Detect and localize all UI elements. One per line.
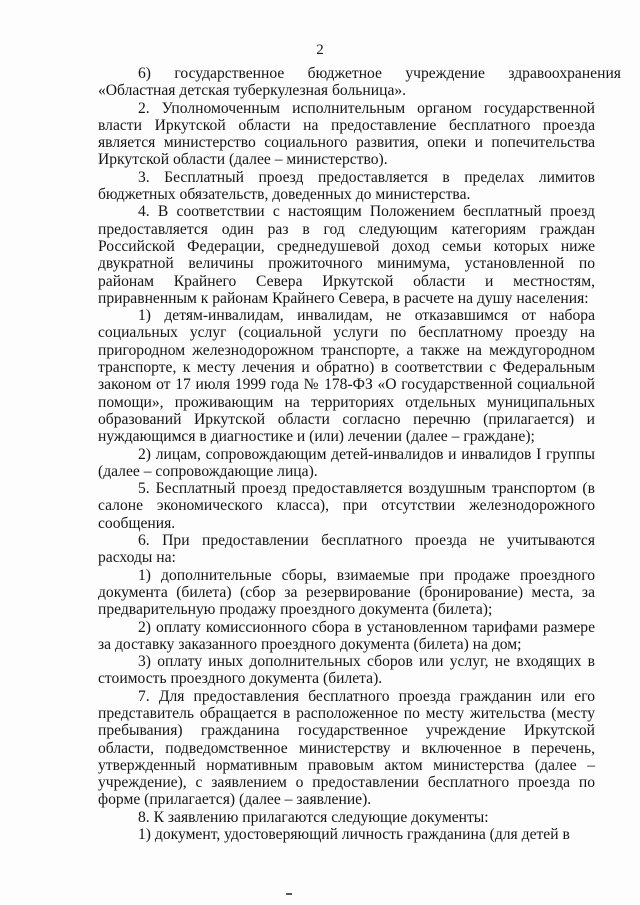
paragraph-2: 2. Уполномоченным исполнительным органом государственной власти Иркутской области на предоставление бесплатного проезда является министерство социального развития, опеки и попечительства Иркутской области (далее – министерство). <box>98 99 595 169</box>
paragraph-8-item-1: 1) документ, удостоверяющий личность гражданина (для детей в <box>138 826 570 844</box>
document-body <box>98 65 621 844</box>
paragraph-6-item-3: 3) оплату иных дополнительных сборов или услуг, не входящих в стоимость проездного документа (билета). <box>98 653 595 688</box>
paragraph-3: 3. Бесплатный проезд предоставляется в пределах лимитов бюджетных обязательств, доведенных до министерства. <box>98 168 595 204</box>
paragraph-4: 4. В соответствии с настоящим Положением бесплатный проезд предоставляется один раз в год следующим категориям граждан Российской Федерации, среднедушевой доход семьи которых ниже двукратной величины прожиточного минимума, установленной по районам Крайнего Севера Иркутской области и местностям, приравненным к районам Крайнего Севера, в расчете на душу населения: <box>98 203 595 307</box>
paragraph-6: 6. При предоставлении бесплатного проезда не учитываются расходы на: <box>98 532 595 567</box>
page-number: 2 <box>316 42 324 58</box>
paragraph-6-item-2: 2) оплату комиссионного сбора в установленном тарифами размере за доставку заказанного проездного документа (билета) на дом; <box>98 618 595 653</box>
scan-mark <box>286 893 292 895</box>
paragraph-4-item-1: 1) детям-инвалидам, инвалидам, не отказавшимся от набора социальных услуг (социальной услуги по бесплатному проезду на пригородном железнодорожном транспорте, а также на междугородном транспорте, к месту лечения и обратно) в соответствии с Федеральным законом от 17 июля 1999 года № 178-ФЗ «О государственной социальной помощи», проживающим на территориях отдельных муниципальных образований Иркутской области согласно перечню (прилагается) и нуждающимся в диагностике и (или) лечении (далее – граждане); <box>98 307 595 446</box>
paragraph-7: 7. Для предоставления бесплатного проезда гражданин или его представитель обращается в расположенное по месту жительства (месту пребывания) гражданина государственное учреждение Иркутской области, подведомственное министерству и включенное в перечень, утвержденный нормативным правовым актом министерства (далее – учреждение), с заявлением о предоставлении бесплатного проезда по форме (прилагается) (далее – заявление). <box>98 687 595 809</box>
paragraph-8: 8. К заявлению прилагаются следующие документы: <box>138 808 489 826</box>
paragraph-4-item-2: 2) лицам, сопровождающим детей-инвалидов и инвалидов I группы (далее – сопровождающие лица). <box>98 445 595 480</box>
paragraph-5: 5. Бесплатный проезд предоставляется воздушным транспортом (в салоне экономического класса), при отсутствии железнодорожного сообщения. <box>98 480 595 532</box>
paragraph-item-6: 6) государственное бюджетное учреждение здравоохранения «Областная детская туберкулезная больница». <box>98 65 621 100</box>
paragraph-6-item-1: 1) дополнительные сборы, взимаемые при продаже проездного документа (билета) (сбор за резервирование (бронирование) места, за предварительную продажу проездного документа (билета); <box>98 566 595 619</box>
